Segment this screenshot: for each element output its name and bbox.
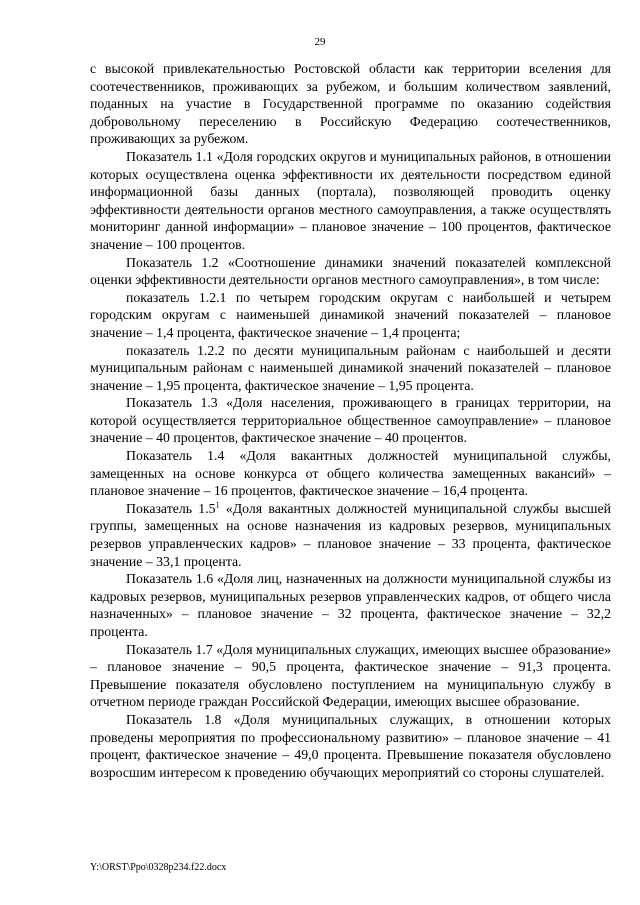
- indicator-1-5-label: Показатель 1.5: [126, 500, 216, 516]
- document-body: [90, 60, 611, 781]
- paragraph-continuation: с высокой привлекательностью Ростовской области как территории вселения для соотечественников, проживающих за рубежом, и большим количеством заявлений, поданных на участие в Государственной программе по оказанию содействия добровольному переселению в Российскую Федерацию соотечественников, проживающих за рубежом.: [90, 61, 611, 147]
- paragraph-indicator-1-2: Показатель 1.2 «Соотношение динамики значений показателей комплексной оценки эффективности деятельности органов местного самоуправления», в том числе:: [90, 254, 611, 288]
- page-number: 29: [314, 36, 326, 48]
- paragraph-indicator-1-3: Показатель 1.3 «Доля населения, проживающего в границах территории, на которой осуществляется территориальное общественное самоуправление» – плановое значение – 40 процентов, фактическое значение – 40 процентов.: [90, 395, 611, 446]
- paragraph-indicator-1-2-2: показатель 1.2.2 по десяти муниципальным районам с наибольшей и десяти муниципальным районам с наименьшей динамикой значений показателей – плановое значение – 1,95 процента, фактическое значение – 1,95 процента.: [90, 342, 611, 393]
- paragraph-indicator-1-8: Показатель 1.8 «Доля муниципальных служащих, в отношении которых проведены мероприятия по профессиональному развитию» – плановое значение – 41 процент, фактическое значение – 49,0 процента. Превышение показателя обусловлено возросшим интересом к проведению обучающих мероприятий со стороны слушателей.: [90, 711, 611, 780]
- footnote-marker: 1: [215, 500, 220, 510]
- paragraph-indicator-1-7: Показатель 1.7 «Доля муниципальных служащих, имеющих высшее образование» – плановое значение – 90,5 процента, фактическое значение – 91,3 процента. Превышение показателя обусловлено поступлением на муниципальную службу в отчетном периоде граждан Российской Федерации, имеющих высшее образование.: [90, 641, 611, 710]
- paragraph-indicator-1-5: [90, 500, 611, 570]
- paragraph-indicator-1-4: Показатель 1.4 «Доля вакантных должностей муниципальной службы, замещенных на основе конкурса от общего количества замещенных вакансий» – плановое значение – 16 процентов, фактическое значение – 16,4 процента.: [90, 448, 611, 499]
- indicator-1-5-text: «Доля вакантных должностей муниципальной службы высшей группы, замещенных на основе назначения из кадровых резервов, муниципальных резервов управленческих кадров» – плановое значение – 33 процента, фактическое значение – 33,1 процента.: [90, 500, 611, 569]
- paragraph-indicator-1-6: Показатель 1.6 «Доля лиц, назначенных на должности муниципальной службы из кадровых резервов, муниципальных резервов управленческих кадров, от общего числа назначенных» – плановое значение – 32 процента, фактическое значение – 32,2 процента.: [90, 571, 611, 639]
- footer-file-path: Y:\ORST\Ppo\0328p234.f22.docx: [90, 862, 227, 873]
- paragraph-indicator-1-1: Показатель 1.1 «Доля городских округов и муниципальных районов, в отношении которых осуществлена оценка эффективности их деятельности посредством единой информационной базы данных (портала), позволяющей проводить оценку эффективности деятельности органов местного самоуправления, а также осуществлять мониторинг данной информации» – плановое значение – 100 процентов, фактическое значение – 100 процентов.: [90, 148, 611, 252]
- paragraph-indicator-1-2-1: показатель 1.2.1 по четырем городским округам с наибольшей и четырем городским округам с наименьшей динамикой значений показателей – плановое значение – 1,4 процента, фактическое значение – 1,4 процента;: [90, 289, 611, 340]
